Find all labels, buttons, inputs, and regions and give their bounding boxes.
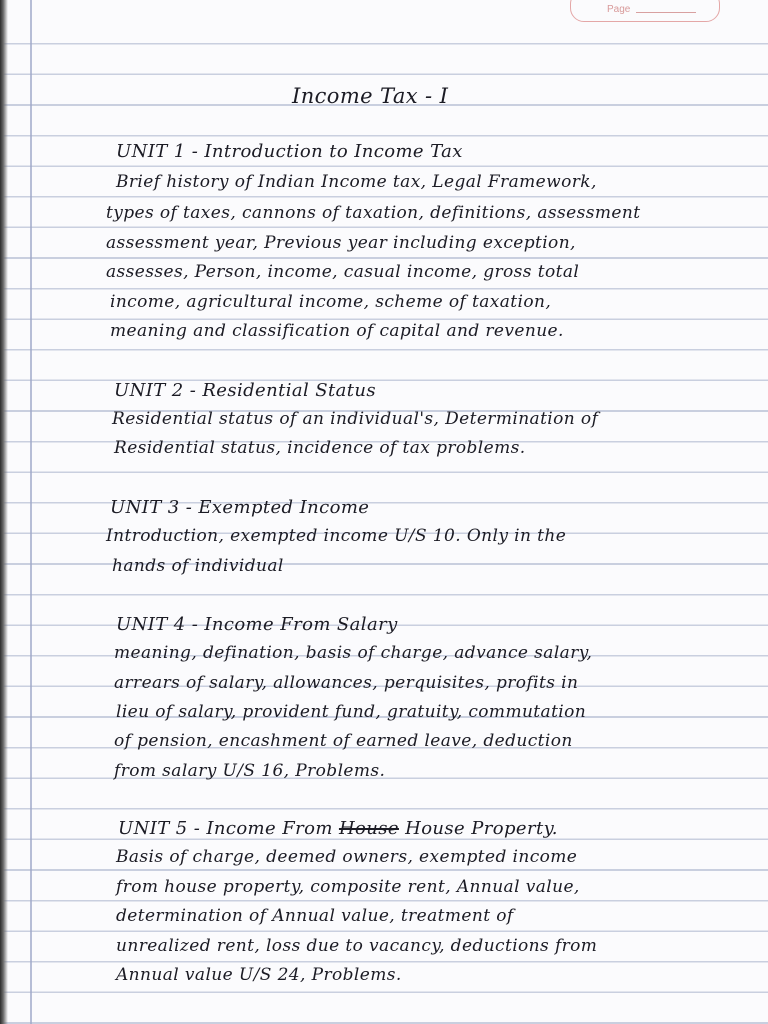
unit-1-line: income, agricultural income, scheme of taxation, — [110, 292, 552, 312]
page-number-box — [570, 0, 720, 22]
unit-3-line: Introduction, exempted income U/S 10. Only in the — [106, 526, 567, 546]
unit-4-heading: UNIT 4 - Income From Salary — [116, 614, 398, 635]
unit-4-line: meaning, defination, basis of charge, advance salary, — [114, 643, 593, 663]
unit-2-line: Residential status of an individual's, Determination of — [112, 409, 599, 429]
unit-5-heading — [118, 818, 558, 839]
unit-5-line: from house property, composite rent, Annual value, — [116, 877, 580, 897]
unit-1-line: types of taxes, cannons of taxation, definitions, assessment — [106, 203, 641, 223]
unit-3-heading: UNIT 3 - Exempted Income — [110, 497, 370, 518]
unit-4-line: arrears of salary, allowances, perquisites, profits in — [114, 673, 579, 693]
page-number-label: Page — [607, 4, 631, 15]
unit-5-line: Basis of charge, deemed owners, exempted income — [116, 847, 578, 867]
unit-5-heading-struck: House — [338, 818, 399, 839]
unit-4-line: of pension, encashment of earned leave, deduction — [114, 731, 573, 751]
unit-5-line: determination of Annual value, treatment of — [116, 906, 514, 926]
unit-3-line: hands of individual — [112, 556, 284, 576]
unit-1-line: assesses, Person, income, casual income, gross total — [106, 262, 580, 282]
unit-1-line: meaning and classification of capital and revenue. — [110, 321, 564, 341]
unit-5-line: Annual value U/S 24, Problems. — [116, 965, 402, 985]
unit-5-heading-suffix: House Property. — [405, 818, 558, 839]
unit-5-line: unrealized rent, loss due to vacancy, deductions from — [116, 936, 598, 956]
unit-5-heading-prefix: UNIT 5 - Income From — [118, 818, 333, 839]
page-binding-edge — [0, 0, 8, 1024]
unit-4-line: lieu of salary, provident fund, gratuity, commutation — [116, 702, 587, 722]
unit-1-line: assessment year, Previous year including exception, — [106, 233, 576, 253]
unit-2-heading: UNIT 2 - Residential Status — [114, 380, 377, 401]
margin-rule — [30, 0, 32, 1024]
page-title: Income Tax - I — [292, 84, 449, 108]
unit-1-line: Brief history of Indian Income tax, Legal Framework, — [116, 172, 597, 192]
unit-1-heading: UNIT 1 - Introduction to Income Tax — [116, 141, 463, 162]
unit-2-line: Residential status, incidence of tax problems. — [114, 438, 526, 458]
unit-4-line: from salary U/S 16, Problems. — [114, 761, 386, 781]
